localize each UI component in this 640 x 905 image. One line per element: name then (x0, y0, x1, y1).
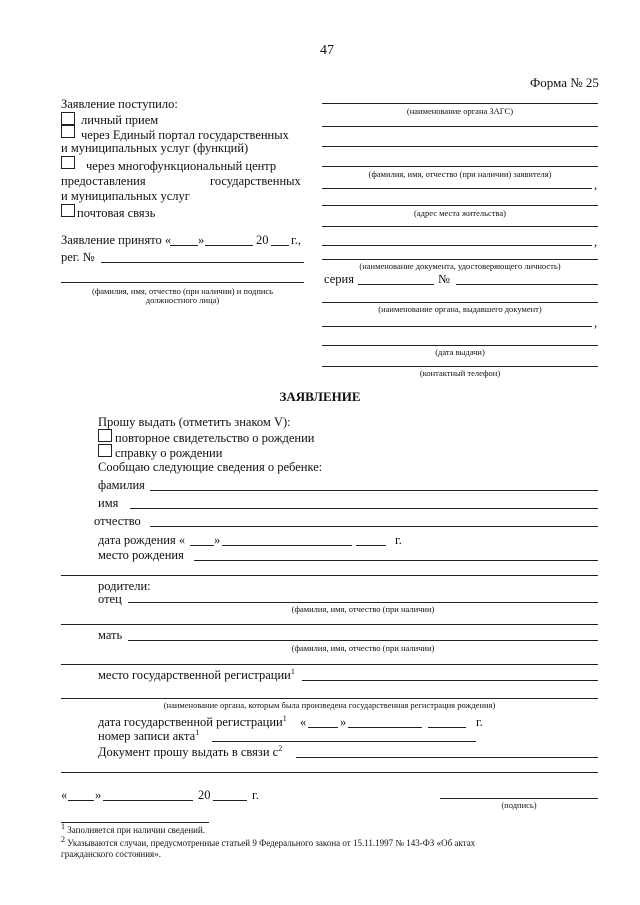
applicant-caption: (фамилия, имя, отчество (при наличии) заявителя) (368, 169, 552, 179)
birth-place-label: место рождения (98, 548, 184, 562)
page-number: 47 (320, 43, 334, 58)
zags-line-3[interactable] (322, 146, 598, 147)
accepted-suffix: г., (291, 233, 301, 247)
series-label: серия (324, 272, 354, 286)
address-caption: (адрес места жительства) (414, 208, 506, 218)
checkbox-post[interactable] (61, 204, 75, 217)
sign-year-line[interactable] (213, 800, 247, 801)
issuer-caption: (наименование органа, выдавшего документ) (378, 304, 542, 314)
zags-caption: (наименование органа ЗАГС) (406, 106, 514, 116)
mother-line-2[interactable] (61, 664, 598, 665)
sign-day-line[interactable] (68, 800, 94, 801)
number-line[interactable] (456, 284, 598, 285)
statement-title: ЗАЯВЛЕНИЕ (279, 389, 361, 404)
birth-day-line[interactable] (190, 545, 214, 546)
father-label: отец (98, 592, 122, 606)
checkbox-birth-reference[interactable] (98, 444, 112, 457)
act-number-sup: 1 (195, 727, 200, 737)
birth-place-line[interactable] (194, 560, 598, 561)
address-line-3[interactable] (322, 245, 592, 246)
accepted-day-line[interactable] (170, 245, 198, 246)
option-mfc-2a: предоставления (61, 174, 146, 188)
sign-year: 20 (198, 788, 211, 802)
form-number: Форма № 25 (530, 75, 599, 90)
accepted-year: 20 (256, 233, 269, 247)
footnote-2-text-1: Указываются случаи, предусмотренные статьей 9 Федерального закона от 15.11.1997 № 143-ФЗ «Об актах (67, 838, 476, 848)
reg-date-text: дата государственной регистрации (98, 715, 283, 729)
option-mfc-1: через многофункциональный центр (86, 159, 277, 173)
birth-month-line[interactable] (222, 545, 352, 546)
accepted-quote: » (198, 233, 205, 247)
reg-number-line[interactable] (101, 262, 304, 263)
comma-1: , (594, 178, 598, 192)
sign-date-close: » (95, 788, 102, 802)
footnote-1-mark: 1 (61, 822, 65, 831)
name-line[interactable] (130, 508, 598, 509)
checkbox-mfc[interactable] (61, 156, 75, 169)
phone-caption: (контактный телефон) (419, 368, 501, 378)
option-mfc-2b: государственных (210, 174, 301, 188)
address-line[interactable] (322, 205, 598, 206)
reg-organ-caption: (наименование органа, которым была произведена государственная регистрация рождения) (163, 700, 496, 710)
info-line: Сообщаю следующие сведения о ребенке: (98, 460, 323, 474)
signature-line[interactable] (440, 798, 598, 799)
issue-reason-line[interactable] (296, 757, 598, 758)
issue-date-line[interactable] (322, 345, 598, 346)
sign-date-open: « (61, 788, 68, 802)
doc-caption: (наименование документа, удостоверяющего личность) (359, 261, 561, 271)
comma-2: , (594, 235, 598, 249)
mother-line[interactable] (128, 640, 598, 641)
issue-reason-line-2[interactable] (61, 772, 598, 773)
reg-place-sup: 1 (290, 666, 295, 676)
issue-reason-label (98, 745, 282, 759)
birth-year-line[interactable] (356, 545, 386, 546)
number-label: № (438, 272, 450, 286)
reg-place-line[interactable] (302, 680, 598, 681)
mother-caption: (фамилия, имя, отчество (при наличии) (291, 643, 435, 653)
birth-date-quote: » (214, 533, 221, 547)
footnote-1-text: Заполняется при наличии сведений. (67, 825, 206, 835)
reg-place-label (98, 668, 295, 682)
accepted-year-line[interactable] (271, 245, 289, 246)
act-number-line[interactable] (212, 741, 476, 742)
official-caption-2: должностного лица) (145, 295, 220, 305)
act-number-label (98, 729, 199, 743)
accepted-prefix: Заявление принято « (61, 233, 172, 247)
footnote-2-text-2: гражданского состояния». (61, 849, 161, 859)
signature-caption: (подпись) (501, 800, 537, 810)
reg-day-line[interactable] (308, 727, 338, 728)
issue-reason-sup: 2 (278, 743, 283, 753)
issuer-line-2[interactable] (322, 326, 592, 327)
reg-date-open-quote: « (300, 715, 307, 729)
reg-month-line[interactable] (348, 727, 422, 728)
issue-reason-text: Документ прошу выдать в связи с (98, 745, 279, 759)
issuer-line[interactable] (322, 302, 598, 303)
zags-line[interactable] (322, 103, 598, 104)
footnote-1 (61, 822, 206, 836)
patronymic-line[interactable] (150, 526, 598, 527)
option-portal-2: и муниципальных услуг (функций) (61, 141, 249, 155)
father-line[interactable] (128, 602, 598, 603)
patronymic-label: отчество (94, 514, 141, 528)
parents-label: родители: (98, 579, 151, 593)
birth-place-line-2[interactable] (61, 575, 598, 576)
option-post: почтовая связь (77, 206, 156, 220)
address-line-2[interactable] (322, 226, 598, 227)
sign-month-line[interactable] (103, 800, 193, 801)
option-mfc-3: и муниципальных услуг (61, 189, 190, 203)
sign-suffix: г. (252, 788, 259, 802)
series-line[interactable] (358, 284, 434, 285)
applicant-line-2[interactable] (322, 188, 592, 189)
name-label: имя (98, 496, 119, 510)
choice-birth-reference: справку о рождении (115, 446, 223, 460)
choice-repeat-certificate: повторное свидетельство о рождении (115, 431, 315, 445)
option-portal-1: через Единый портал государственных (81, 128, 289, 142)
birth-date-label: дата рождения « (98, 533, 186, 547)
doc-line[interactable] (322, 259, 598, 260)
request-line: Прошу выдать (отметить знаком V): (98, 415, 291, 429)
reg-place-text: место государственной регистрации (98, 668, 291, 682)
footnote-2 (61, 835, 476, 849)
received-title: Заявление поступило: (61, 97, 178, 111)
reg-date-sup: 1 (282, 713, 287, 723)
mother-label: мать (98, 628, 123, 642)
father-line-2[interactable] (61, 624, 598, 625)
reg-date-suffix: г. (476, 715, 483, 729)
official-caption-1: (фамилия, имя, отчество (при наличии) и подпись (91, 286, 274, 296)
checkbox-portal[interactable] (61, 125, 75, 138)
comma-3: , (594, 316, 598, 330)
applicant-line[interactable] (322, 166, 598, 167)
official-line[interactable] (61, 282, 304, 283)
checkbox-personal[interactable] (61, 112, 75, 125)
father-caption: (фамилия, имя, отчество (при наличии) (291, 604, 435, 614)
phone-line[interactable] (322, 366, 598, 367)
surname-label: фамилия (98, 478, 145, 492)
checkbox-repeat-certificate[interactable] (98, 429, 112, 442)
zags-line-2[interactable] (322, 126, 598, 127)
reg-organ-line[interactable] (61, 698, 598, 699)
reg-label: рег. № (61, 250, 95, 264)
issue-date-caption: (дата выдачи) (435, 347, 485, 357)
act-number-text: номер записи акта (98, 729, 196, 743)
birth-date-suffix: г. (395, 533, 402, 547)
reg-date-label (98, 715, 287, 729)
accepted-month-line[interactable] (205, 245, 253, 246)
reg-date-close-quote: » (340, 715, 347, 729)
footnote-divider (61, 822, 209, 823)
reg-year-line[interactable] (428, 727, 466, 728)
surname-line[interactable] (150, 490, 598, 491)
footnote-2-mark: 2 (61, 835, 65, 844)
option-personal: личный прием (81, 113, 159, 127)
